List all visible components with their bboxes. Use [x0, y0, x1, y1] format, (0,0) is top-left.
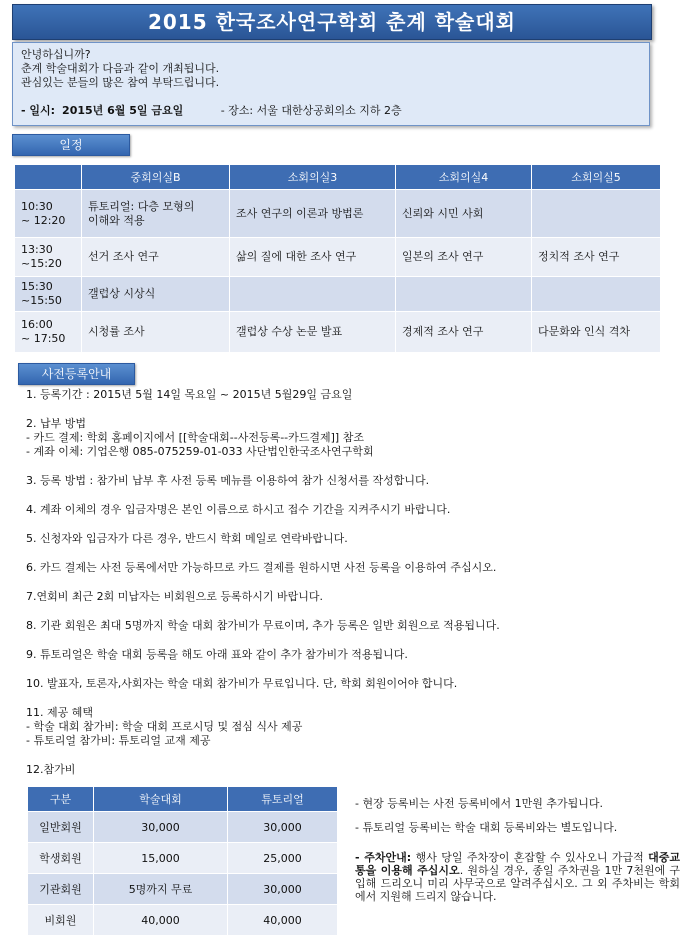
table-row [15, 190, 661, 238]
time-cell: 16:00 ~ 17:50 [15, 312, 82, 353]
session-cell [396, 277, 532, 312]
session-cell: 시청률 조사 [82, 312, 230, 353]
session-cell: 선거 조사 연구 [82, 238, 230, 277]
member-type: 일반회원 [28, 812, 94, 843]
list-item: 2. 납부 방법 [26, 417, 86, 430]
greeting: 안녕하십니까? [21, 48, 91, 61]
time-cell: 13:30 ~15:20 [15, 238, 82, 277]
conference-fee: 40,000 [94, 905, 228, 936]
list-item: 11. 제공 혜택 [26, 706, 93, 719]
event-info [21, 104, 641, 118]
list-item: 5. 신청자와 입금자가 다른 경우, 반드시 학회 메일로 연락바랍니다. [26, 532, 348, 545]
place-info: - 장소: 서울 대한상공회의소 지하 2층 [220, 104, 402, 117]
date-value: 2015년 6월 5일 금요일 [62, 104, 184, 117]
list-item: 4. 계좌 이체의 경우 입금자명은 본인 이름으로 하시고 접수 기간을 지켜주시기 바랍니다. [26, 503, 451, 516]
list-item: - 튜토리얼 참가비: 튜토리얼 교재 제공 [26, 734, 211, 747]
intro-line: 관심있는 분들의 많은 참여 부탁드립니다. [21, 76, 220, 89]
table-row [15, 238, 661, 277]
tutorial-note: - 튜토리얼 등록비는 학술 대회 등록비와는 별도입니다. [355, 821, 618, 834]
schedule-header-room: 소회의실5 [532, 165, 661, 190]
tutorial-fee: 30,000 [228, 812, 338, 843]
parking-label: - 주차안내: [355, 851, 412, 864]
fee-header: 튜토리얼 [228, 787, 338, 812]
session-cell: 갤럽상 시상식 [82, 277, 230, 312]
list-item: - 학술 대회 참가비: 학술 대회 프로시딩 및 점심 식사 제공 [26, 720, 303, 733]
fee-header: 구분 [28, 787, 94, 812]
list-item: - 카드 결제: 학회 홈페이지에서 [[학술대회--사전등록--카드결제]] 참조 [26, 431, 364, 444]
list-item: 7.연회비 최근 2회 미납자는 비회원으로 등록하시기 바랍니다. [26, 590, 323, 603]
session-cell [532, 190, 661, 238]
onsite-note: - 현장 등록비는 사전 등록비에서 1만원 추가됩니다. [355, 797, 603, 810]
schedule-header-room: 중회의실B [82, 165, 230, 190]
session-cell: 삶의 질에 대한 조사 연구 [230, 238, 396, 277]
table-row [15, 312, 661, 353]
session-cell [532, 277, 661, 312]
section-tab-schedule: 일정 [12, 134, 130, 156]
intro-box [12, 42, 650, 126]
list-item: 9. 튜토리얼은 학술 대회 등록을 해도 아래 표와 같이 추가 참가비가 적용됩니다. [26, 648, 408, 661]
session-cell: 조사 연구의 이론과 방법론 [230, 190, 396, 238]
schedule-header-room: 소회의실3 [230, 165, 396, 190]
session-cell: 일본의 조사 연구 [396, 238, 532, 277]
time-cell: 10:30 ~ 12:20 [15, 190, 82, 238]
list-item: 1. 등록기간 : 2015년 5월 14일 목요일 ~ 2015년 5월29일 금요일 [26, 388, 353, 401]
member-type: 비회원 [28, 905, 94, 936]
conference-fee: 15,000 [94, 843, 228, 874]
schedule-table [14, 164, 661, 353]
time-cell: 15:30 ~15:50 [15, 277, 82, 312]
session-cell: 튜토리얼: 다층 모형의 이해와 적용 [82, 190, 230, 238]
parking-note: - 주차안내: 행사 당일 주차장이 혼잡할 수 있사오니 가급적 대중교통을 이용해 주십시오. 원하실 경우, 종일 주차권을 1만 7천원에 구입해 드리오니 미리 사무국으로 알려주십시오. 그 외 주차비는 학회에서 지원해 드리지 않습니다. [355, 851, 681, 903]
schedule-header-room: 소회의실4 [396, 165, 532, 190]
session-cell: 정치적 조사 연구 [532, 238, 661, 277]
tutorial-fee: 25,000 [228, 843, 338, 874]
table-row [15, 277, 661, 312]
schedule-header-time [15, 165, 82, 190]
conference-fee: 30,000 [94, 812, 228, 843]
section-tab-registration: 사전등록안내 [18, 363, 135, 385]
list-item: 3. 등록 방법 : 참가비 납부 후 사전 등록 메뉴를 이용하여 참가 신청서를 작성합니다. [26, 474, 430, 487]
date-label: - 일시: [21, 104, 56, 117]
page-title: 2015 한국조사연구학회 춘계 학술대회 [12, 4, 652, 40]
conference-fee: 5명까지 무료 [94, 874, 228, 905]
member-type: 기관회원 [28, 874, 94, 905]
session-cell: 신뢰와 시민 사회 [396, 190, 532, 238]
table-row [28, 843, 338, 874]
session-cell: 경제적 조사 연구 [396, 312, 532, 353]
fee-header: 학술대회 [94, 787, 228, 812]
list-item: - 계좌 이체: 기업은행 085-075259-01-033 사단법인한국조사연구학회 [26, 445, 374, 458]
list-item: 6. 카드 결제는 사전 등록에서만 가능하므로 카드 결제를 원하시면 사전 등록을 이용하여 주십시오. [26, 561, 497, 574]
table-row [28, 812, 338, 843]
tutorial-fee: 30,000 [228, 874, 338, 905]
tutorial-fee: 40,000 [228, 905, 338, 936]
parking-emphasis: 대중교통을 이용해 주십시오 [355, 851, 680, 877]
intro-line: 춘계 학술대회가 다음과 같이 개최됩니다. [21, 62, 220, 75]
list-item: 8. 기관 회원은 최대 5명까지 학술 대회 참가비가 무료이며, 추가 등록은 일반 회원으로 적용됩니다. [26, 619, 500, 632]
table-row [28, 874, 338, 905]
fee-table [27, 786, 338, 936]
list-item: 12.참가비 [26, 763, 76, 776]
session-cell [230, 277, 396, 312]
member-type: 학생회원 [28, 843, 94, 874]
session-cell: 다문화와 인식 격차 [532, 312, 661, 353]
table-row [28, 905, 338, 936]
session-cell: 갤럽상 수상 논문 발표 [230, 312, 396, 353]
list-item: 10. 발표자, 토론자,사회자는 학술 대회 참가비가 무료입니다. 단, 학회 회원이어야 합니다. [26, 677, 458, 690]
